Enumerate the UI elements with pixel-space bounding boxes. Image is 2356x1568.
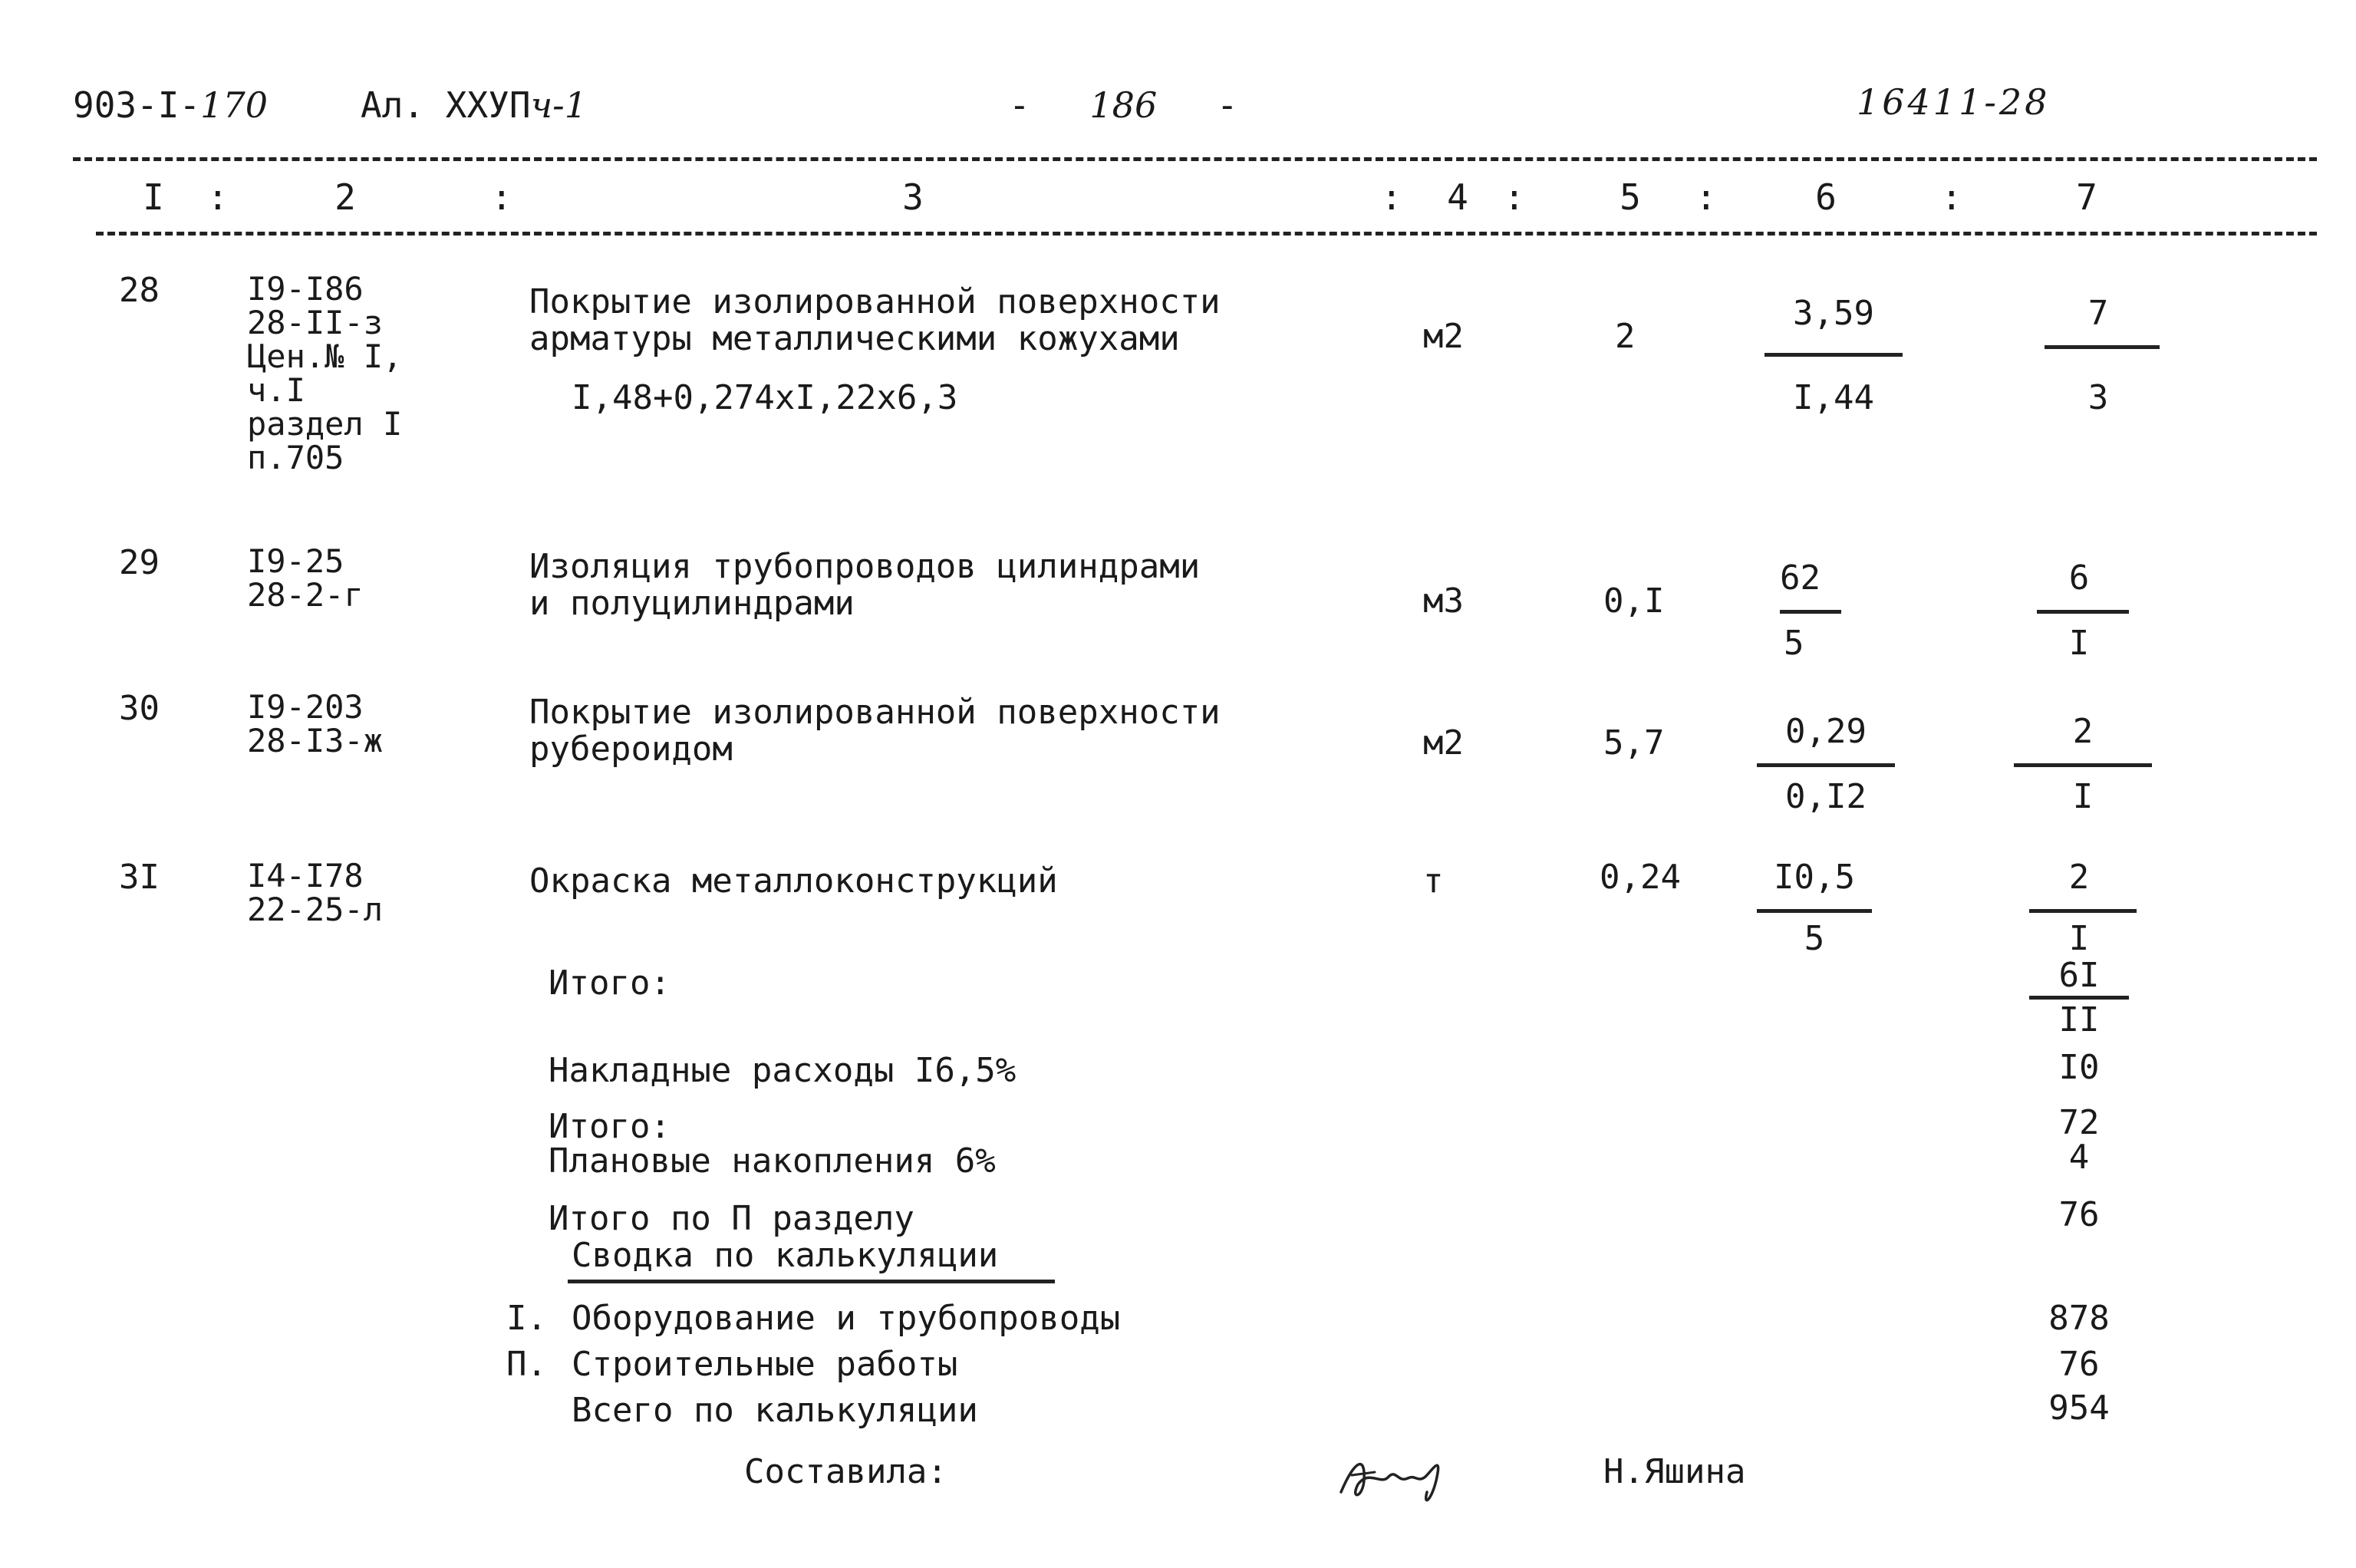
row-quantity: 0,I xyxy=(1603,581,1665,621)
row-unit: т xyxy=(1423,861,1444,901)
row-cost-bottom: I xyxy=(2068,624,2090,663)
fraction-line xyxy=(1757,763,1895,767)
inventory-number: 16411-28 xyxy=(1857,81,2051,123)
page-number-value: 186 xyxy=(1089,84,1158,126)
row-references: I9-203 28-I3-ж xyxy=(247,688,384,759)
fraction-line xyxy=(2037,610,2129,614)
album-handwritten: ч-1 xyxy=(530,84,587,126)
col-sep-1: : xyxy=(207,176,229,218)
planned-savings-value: 4 xyxy=(2068,1138,2090,1177)
col-header-4: 4 xyxy=(1447,176,1468,218)
summary-roman: I. xyxy=(506,1299,547,1338)
row-number: 3I xyxy=(119,858,160,897)
row-quantity: 0,24 xyxy=(1600,858,1681,897)
fraction-line xyxy=(2029,909,2137,913)
subtotal-value-bottom: II xyxy=(2058,1000,2100,1039)
row-number: 30 xyxy=(119,689,160,728)
fraction-line xyxy=(2045,345,2160,349)
col-sep-4: : xyxy=(1504,176,1525,218)
col-header-7: 7 xyxy=(2076,176,2097,218)
row-cost-bottom: I xyxy=(2072,777,2094,816)
col-sep-3: : xyxy=(1381,176,1402,218)
row-unit-price-bottom: 5 xyxy=(1784,624,1804,663)
overhead-value: I0 xyxy=(2058,1048,2100,1087)
header-top-rule xyxy=(73,157,2317,161)
row-cost-top: 7 xyxy=(2087,294,2109,333)
grand-total-value: 954 xyxy=(2048,1388,2110,1428)
row-unit-price-bottom: 5 xyxy=(1804,919,1825,958)
summary-value: 76 xyxy=(2058,1345,2100,1384)
row-description: Изоляция трубопроводов цилиндрами и полуцилиндрами xyxy=(529,547,1201,623)
row-description: Окраска металлоконструкций xyxy=(529,861,1058,901)
handwritten-signature xyxy=(1335,1438,1465,1511)
row-quantity: 2 xyxy=(1615,317,1636,356)
col-sep-2: : xyxy=(491,176,512,218)
row-cost-bottom: 3 xyxy=(2087,378,2109,417)
section-total-value: 76 xyxy=(2058,1195,2100,1234)
row-cost-top: 2 xyxy=(2068,858,2090,897)
document-code-handwritten: 170 xyxy=(200,84,268,126)
summary-roman: П. xyxy=(506,1345,547,1384)
row-unit-price-top: 62 xyxy=(1780,558,1821,598)
page-number: - 186 - xyxy=(1009,84,1238,126)
summary-heading: Сводка по калькуляции xyxy=(572,1236,999,1275)
row-references: I9-I86 28-II-з Цен.№ I, ч.I раздел I п.705 xyxy=(247,270,403,476)
col-header-3: 3 xyxy=(902,176,924,218)
fraction-line xyxy=(2014,763,2152,767)
row-number: 29 xyxy=(119,543,160,582)
row-unit-price-top: I0,5 xyxy=(1774,858,1855,897)
subtotal-2-value: 72 xyxy=(2058,1103,2100,1142)
compiled-by-label: Составила: xyxy=(744,1452,947,1491)
grand-total-label: Всего по калькуляции xyxy=(572,1391,978,1430)
row-unit-price-bottom: I,44 xyxy=(1793,378,1874,417)
overhead-label: Накладные расходы I6,5% xyxy=(549,1051,1017,1090)
col-header-6: 6 xyxy=(1815,176,1837,218)
row-unit: м2 xyxy=(1423,317,1464,356)
row-unit: м3 xyxy=(1423,581,1464,621)
planned-savings-label: Плановые накопления 6% xyxy=(549,1141,996,1181)
subtotal-value-top: 6I xyxy=(2058,956,2100,995)
row-description: Покрытие изолированной поверхности арматуры металлическими кожухами xyxy=(529,282,1221,358)
row-cost-top: 6 xyxy=(2068,558,2090,598)
col-sep-5: : xyxy=(1695,176,1717,218)
fraction-line xyxy=(2029,996,2129,1000)
row-unit-price-bottom: 0,I2 xyxy=(1785,777,1867,816)
summary-value: 878 xyxy=(2048,1299,2110,1338)
section-total-label: Итого по П разделу xyxy=(549,1199,914,1238)
row-number: 28 xyxy=(119,271,160,310)
header-bottom-rule xyxy=(96,232,2317,236)
album-reference xyxy=(361,86,587,124)
row-cost-top: 2 xyxy=(2072,712,2094,751)
row-description: Покрытие изолированной поверхности рубероидом xyxy=(529,693,1221,769)
col-header-1: I xyxy=(143,176,164,218)
row-references: I4-I78 22-25-л xyxy=(247,857,384,928)
fraction-line xyxy=(1780,610,1841,614)
row-formula: I,48+0,274xI,22x6,3 xyxy=(572,378,958,417)
row-unit: м2 xyxy=(1423,723,1464,763)
row-references: I9-25 28-2-г xyxy=(247,542,364,614)
album-prefix: Ал. XXУП xyxy=(361,84,531,126)
col-sep-6: : xyxy=(1941,176,1962,218)
row-unit-price-top: 0,29 xyxy=(1785,712,1867,751)
document-code xyxy=(73,86,268,124)
subtotal-label: Итого: xyxy=(549,964,671,1003)
row-quantity: 5,7 xyxy=(1603,723,1665,763)
fraction-line xyxy=(1765,353,1903,357)
document-code-prefix: 903-I- xyxy=(73,84,201,126)
row-unit-price-top: 3,59 xyxy=(1793,294,1874,333)
row-cost-bottom: I xyxy=(2068,919,2090,958)
summary-label: Оборудование и трубопроводы xyxy=(572,1299,1121,1338)
compiler-name: Н.Яшина xyxy=(1603,1452,1746,1491)
col-header-2: 2 xyxy=(334,176,356,218)
subtotal-2-label: Итого: xyxy=(549,1107,671,1146)
summary-label: Строительные работы xyxy=(572,1345,958,1384)
summary-heading-underline xyxy=(568,1280,1055,1283)
fraction-line xyxy=(1757,909,1872,913)
col-header-5: 5 xyxy=(1620,176,1641,218)
